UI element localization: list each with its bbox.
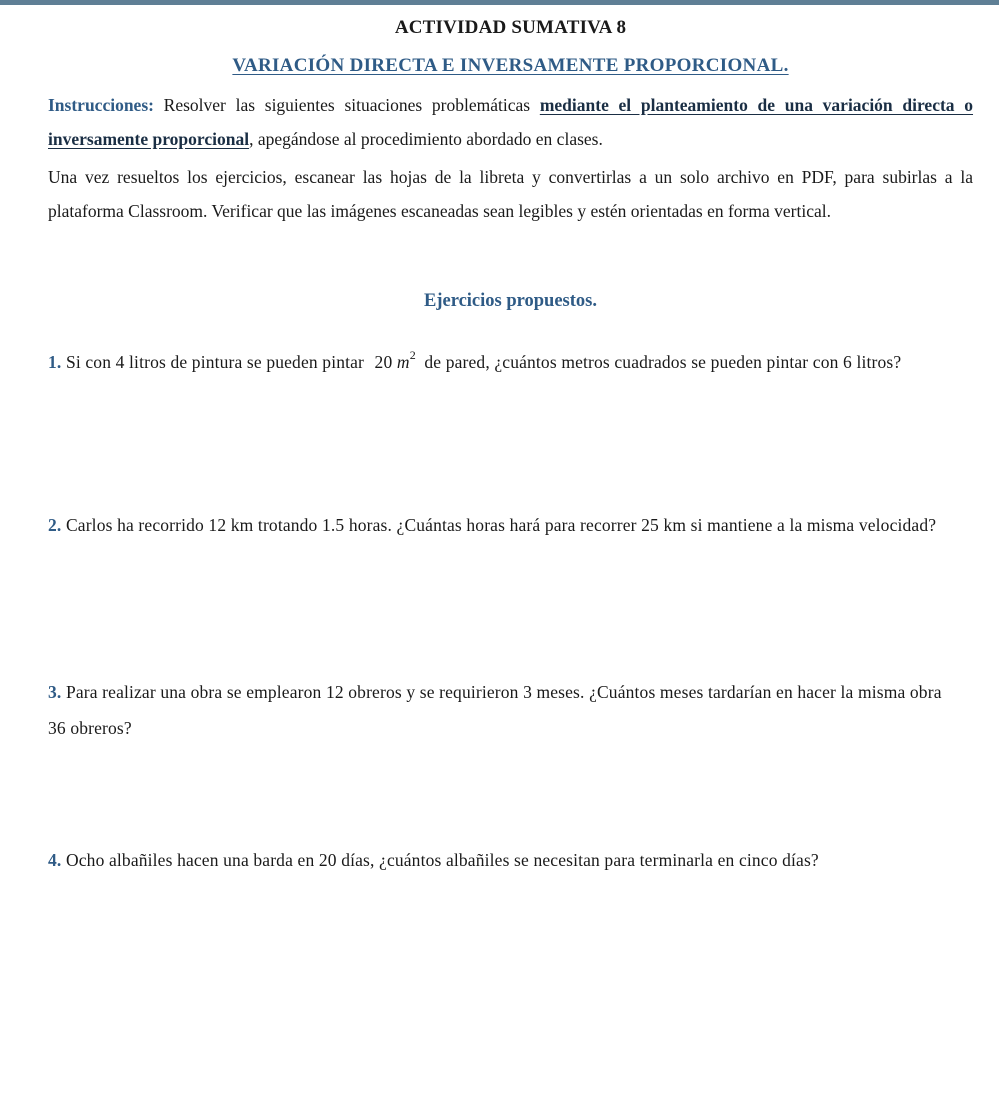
math-unit: m	[396, 352, 410, 372]
exercise-3	[48, 674, 963, 746]
exercise-2	[48, 507, 963, 543]
instructions-label: Instrucciones:	[48, 95, 154, 115]
exercise-number: 1.	[48, 352, 62, 372]
document-page	[48, 14, 974, 870]
instructions-text-after: , apegándose al procedimiento abordado en clases.	[249, 129, 603, 149]
exercise-text: Carlos ha recorrido 12 km trotando 1.5 horas. ¿Cuántas horas hará para recorrer 25 km si mantiene a la misma velocidad?	[61, 515, 937, 535]
exercise-text-after: de pared, ¿cuántos metros cuadrados se pueden pintar con 6 litros?	[419, 352, 902, 372]
exercise-text: Ocho albañiles hacen una barda en 20 días, ¿cuántos albañiles se necesitan para terminarla en cinco días?	[61, 850, 819, 870]
document-subtitle: VARIACIÓN DIRECTA E INVERSAMENTE PROPORCIONAL.	[232, 55, 789, 76]
math-value: 20	[374, 352, 393, 372]
exercise-1	[48, 337, 963, 380]
math-exponent: 2	[409, 348, 416, 362]
top-rule	[0, 0, 999, 5]
exercise-number: 4.	[48, 850, 62, 870]
submission-paragraph: Una vez resueltos los ejercicios, escanear las hojas de la libreta y convertirlas a un solo archivo en PDF, para subirlas a la plataforma Classroom. Verificar que las imágenes escaneadas sean legibles y estén orientadas en forma vertical.	[48, 167, 973, 221]
instructions-text-before: Resolver las siguientes situaciones problemáticas	[153, 95, 540, 115]
exercise-text: Para realizar una obra se emplearon 12 obreros y se requirieron 3 meses. ¿Cuántos meses tardarían en hacer la misma obra 36 obreros?	[48, 682, 942, 738]
exercise-4	[48, 842, 963, 878]
document-title: ACTIVIDAD SUMATIVA 8	[394, 17, 627, 38]
instructions-highlight: mediante el planteamiento de una variación directa o inversamente proporcional	[48, 95, 974, 149]
exercise-text-before: Si con 4 litros de pintura se pueden pintar	[61, 352, 369, 372]
exercise-number: 2.	[48, 515, 62, 535]
math-expression	[369, 348, 420, 372]
instructions-paragraph	[48, 88, 973, 156]
exercise-number: 3.	[48, 682, 62, 702]
section-title: Ejercicios propuestos.	[423, 291, 597, 311]
